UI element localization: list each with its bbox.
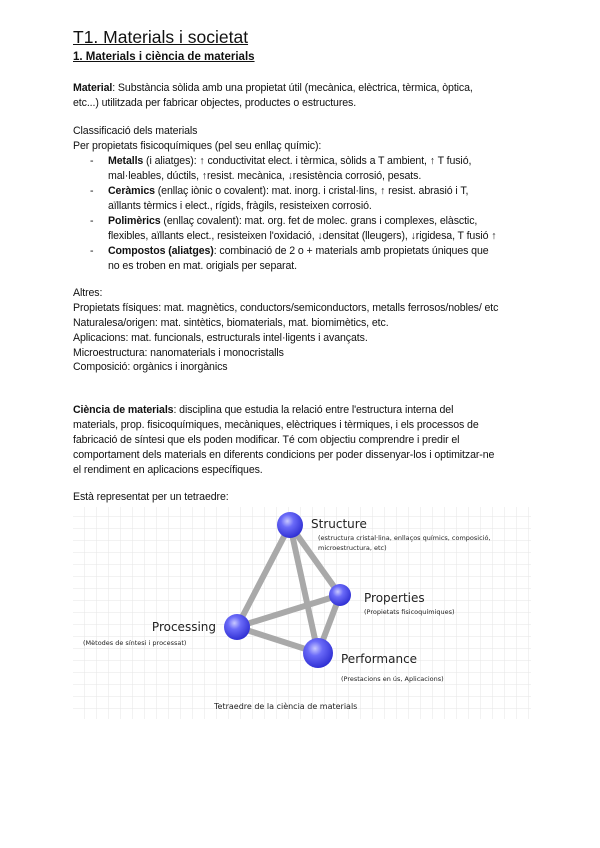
figure-caption: Tetraedre de la ciència de materials — [214, 702, 358, 711]
classification-heading: Classificació dels materials — [73, 125, 198, 137]
performance-sub: (Prestacions en ús, Aplicacions) — [341, 675, 444, 683]
list-item-cont: no es troben en mat. origials per separat. — [108, 260, 297, 272]
structure-label: Structure — [311, 517, 367, 531]
properties-sphere — [329, 584, 351, 606]
properties-label: Properties — [364, 591, 425, 605]
others-line: Aplicacions: mat. funcionals, estructurals intel·ligents i avançats. — [73, 332, 368, 344]
science-line: el rendiment en aplicacions específiques. — [73, 464, 263, 476]
performance-label: Performance — [341, 652, 418, 666]
list-item-metalls: Metalls (i aliatges): ↑ conductivitat elect. i tèrmica, sòlids a T ambient, ↑ T fusió, — [108, 155, 472, 167]
processing-sphere — [224, 614, 250, 640]
section-heading: 1. Materials i ciència de materials — [73, 51, 255, 63]
classification-intro: Per propietats fisicoquímiques (pel seu enllaç químic): — [73, 140, 322, 152]
science-line: fabricació de síntesi que els poden modificar. Té com objectiu comprendre i predir el — [73, 434, 460, 446]
structure-sub: (estructura cristal·lina, enllaços químics, composició, — [318, 534, 491, 542]
others-heading: Altres: — [73, 287, 103, 299]
material-definition: Material: Substància sòlida amb una propietat útil (mecànica, elèctrica, tèrmica, òptica, — [73, 82, 473, 94]
list-item-cont: mal·leables, dúctils, ↑resist. mecànica, ↓resistència corrosió, pesats. — [108, 170, 422, 182]
others-line: Microestructura: nanomaterials i monocristalls — [73, 347, 284, 359]
bullet: - — [90, 185, 94, 197]
material-definition-cont: etc...) utilitzada per fabricar objectes, productes o estructures. — [73, 97, 357, 109]
performance-sphere — [303, 638, 333, 668]
others-line: Propietats físiques: mat. magnètics, conductors/semiconductors, metalls ferrosos/nobles/ etc — [73, 302, 499, 314]
others-line: Naturalesa/origen: mat. sintètics, biomaterials, mat. biomimètics, etc. — [73, 317, 389, 329]
list-item-cont: aïllants tèrmics i elect., rígids, fràgils, resisteixen corrosió. — [108, 200, 372, 212]
properties-sub: (Propietats fisicoquímiques) — [364, 608, 455, 616]
bullet: - — [90, 155, 94, 167]
science-definition: Ciència de materials: disciplina que estudia la relació entre l'estructura interna del — [73, 404, 454, 416]
science-line: materials, prop. fisicoquímiques, mecàniques, elèctriques i tèrmiques, i els processos de — [73, 419, 479, 431]
page-title: T1. Materials i societat — [73, 27, 249, 47]
bullet: - — [90, 245, 94, 257]
science-line: comportament dels materials en diferents condicions per poder dissenyar-los i optimitzar-ne — [73, 449, 495, 461]
processing-sub: (Mètodes de síntesi i processat) — [83, 639, 187, 647]
structure-sphere — [277, 512, 303, 538]
figure-intro: Està representat per un tetraedre: — [73, 491, 229, 503]
list-item-ceramics: Ceràmics (enllaç iònic o covalent): mat. inorg. i cristal·lins, ↑ resist. abrasió i T, — [108, 185, 469, 197]
processing-label: Processing — [151, 620, 216, 634]
structure-sub: microestructura, etc) — [318, 544, 387, 552]
bullet: - — [90, 215, 94, 227]
list-item-compostos: Compostos (aliatges): combinació de 2 o + materials amb propietats úniques que — [108, 245, 489, 257]
list-item-cont: flexibles, aïllants elect., resisteixen l'oxidació, ↓densitat (lleugers), ↓rigidesa, T fusió ↑ — [108, 230, 497, 242]
others-line: Composició: orgànics i inorgànics — [73, 361, 228, 373]
list-item-polimerics: Polimèrics (enllaç covalent): mat. org. fet de molec. grans i complexes, elàsctic, — [108, 215, 478, 227]
